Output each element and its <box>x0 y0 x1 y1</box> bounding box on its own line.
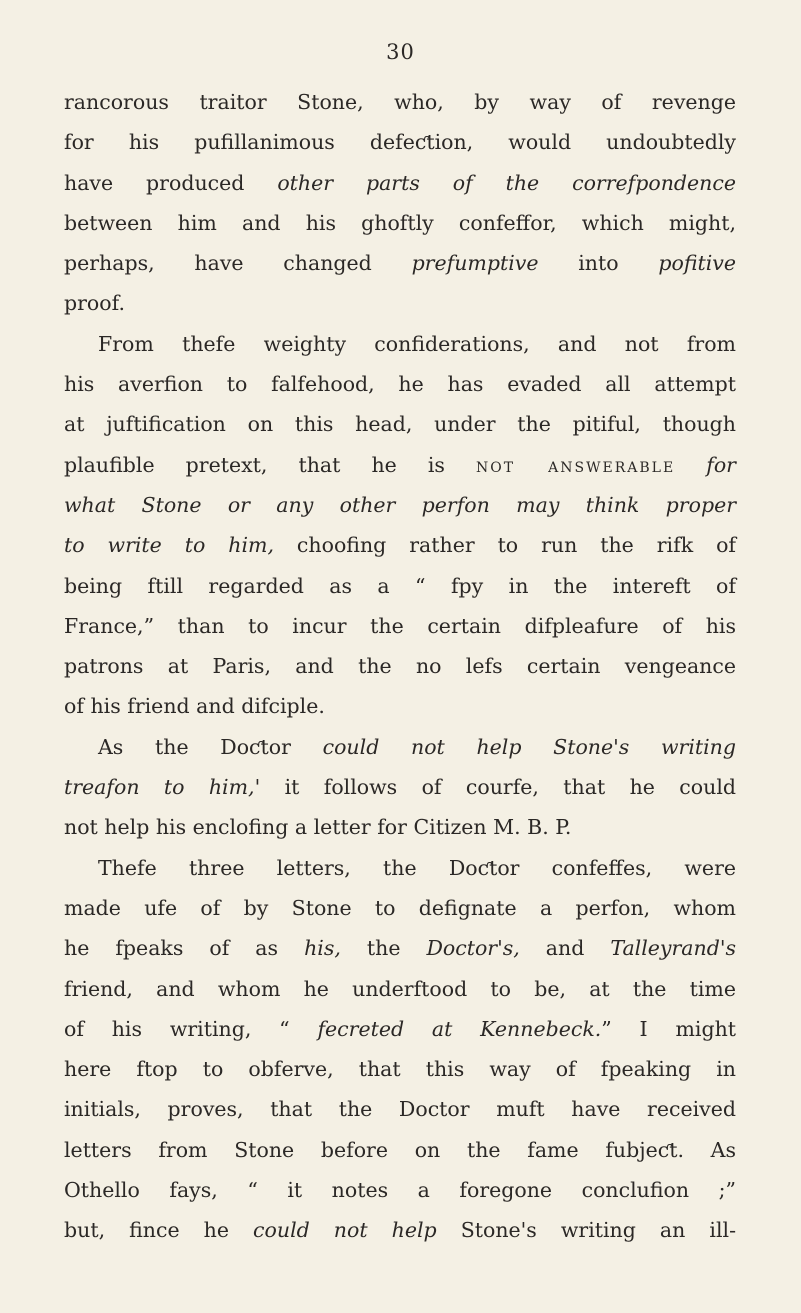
text-line <box>64 566 736 606</box>
text-segment: rancorous traitor Stone, who, by way of revenge <box>64 90 736 114</box>
text-segment: choofing rather to run the rifk of <box>273 533 736 558</box>
text-segment: to write to him, <box>64 533 274 558</box>
text-segment: for his pufillanimous defeƈtion, would undoubtedly <box>64 130 736 155</box>
text-segment: between him and his ghoftly confeffor, which might, <box>64 210 736 235</box>
text-segment <box>675 453 706 477</box>
text-line <box>64 404 736 444</box>
text-line <box>64 283 736 323</box>
text-segment: letters from Stone before on the fame fubjeƈt. As <box>64 1137 736 1162</box>
text-line <box>64 364 736 404</box>
text-line <box>64 646 736 686</box>
text-line <box>64 525 736 565</box>
text-line <box>64 606 736 646</box>
text-segment: of his friend and difciple. <box>64 694 325 719</box>
text-segment: of his writing, “ <box>64 1016 318 1041</box>
text-line <box>64 203 736 243</box>
text-segment: patrons at Paris, and the no lefs certain vengeance <box>64 654 736 679</box>
text-line <box>64 1210 736 1250</box>
text-segment: the <box>340 936 427 961</box>
text-segment: prefumptive <box>411 251 539 276</box>
text-segment: Othello fays, “ it notes a foregone conclufion ;” <box>64 1178 736 1203</box>
text-segment: Stone's writing an ill- <box>436 1218 736 1243</box>
text-segment: Doctor's, <box>426 936 520 961</box>
text-segment: he fpeaks of as <box>64 936 305 961</box>
text-segment: From thefe weighty confiderations, and not from <box>98 331 736 356</box>
text-line <box>64 727 736 767</box>
text-segment: fecreted at Kennebeck. <box>317 1016 602 1041</box>
text-segment: treafon to him, <box>64 775 255 800</box>
text-segment: proof. <box>64 291 125 316</box>
text-segment: but, fince he <box>64 1218 254 1243</box>
text-line <box>64 1130 736 1170</box>
text-line <box>64 928 736 968</box>
text-line <box>64 969 736 1009</box>
text-line <box>64 807 736 847</box>
body-text <box>64 82 736 1251</box>
text-segment: France,” than to incur the certain difpleafure of his <box>64 613 736 638</box>
text-line <box>64 767 736 807</box>
page-number: 30 <box>386 40 415 64</box>
text-segment: ' it follows of courfe, that he could <box>254 775 736 800</box>
text-segment: at juftification on this head, under the pitiful, though <box>64 412 736 437</box>
text-segment: what Stone or any other perfon may think proper <box>64 492 736 517</box>
text-line <box>64 82 736 122</box>
text-line <box>64 1009 736 1049</box>
text-line <box>64 445 736 485</box>
text-line <box>64 163 736 203</box>
text-segment: could not help <box>253 1218 437 1243</box>
text-line <box>64 485 736 525</box>
text-segment: friend, and whom he underftood to be, at the time <box>64 976 736 1001</box>
text-line <box>64 122 736 162</box>
text-line <box>64 324 736 364</box>
text-segment: being ftill regarded as a “ fpy in the intereft of <box>64 573 736 598</box>
text-segment: and <box>519 936 611 961</box>
text-segment: other parts of the correfpondence <box>277 170 736 195</box>
text-segment: ” I might <box>601 1016 737 1041</box>
text-segment: As the Doƈtor <box>98 734 323 759</box>
text-segment: initials, proves, that the Doctor muft have received <box>64 1097 736 1122</box>
text-line <box>64 848 736 888</box>
text-segment: Talleyrand's <box>610 936 736 961</box>
text-segment: have produced <box>64 170 278 195</box>
text-segment: not help his enclofing a letter for Citizen M. B. P. <box>64 815 572 840</box>
text-segment: made ufe of by Stone to defignate a perfon, whom <box>64 895 736 920</box>
text-segment: his, <box>304 936 341 961</box>
text-segment: plaufible pretext, that he is <box>64 452 477 477</box>
text-segment: for <box>706 452 736 477</box>
text-segment: could not help Stone's writing <box>322 734 736 759</box>
text-segment: not answerable <box>476 452 676 477</box>
text-line <box>64 686 736 726</box>
text-segment: here ftop to obferve, that this way of fpeaking in <box>64 1057 736 1082</box>
text-segment: Thefe three letters, the Doƈtor confeffes, were <box>98 855 736 880</box>
text-segment: perhaps, have changed <box>64 251 412 276</box>
text-line <box>64 1170 736 1210</box>
text-line <box>64 1049 736 1089</box>
text-segment: his averfion to falfehood, he has evaded all attempt <box>64 372 736 397</box>
text-segment: into <box>538 251 659 276</box>
text-line <box>64 888 736 928</box>
text-line <box>64 243 736 283</box>
text-line <box>64 1089 736 1129</box>
text-segment: pofitive <box>658 251 737 276</box>
